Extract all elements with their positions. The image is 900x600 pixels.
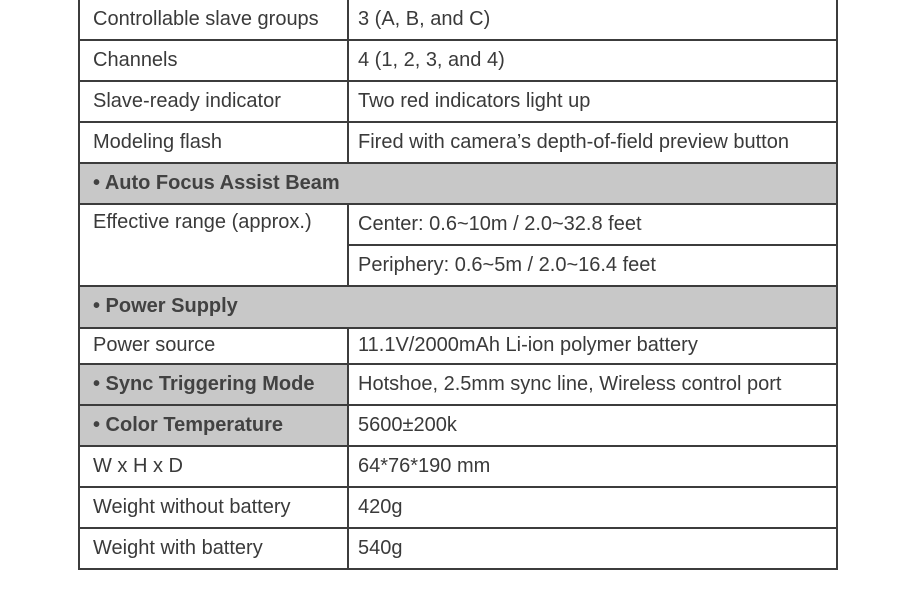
table-row [79,0,837,40]
spec-label: Effective range (approx.) [79,204,348,286]
section-row [79,163,837,204]
spec-value: Fired with camera’s depth-of-field preview button [348,122,837,163]
spec-value: 3 (A, B, and C) [348,0,837,40]
table-row [79,40,837,81]
spec-label: • Sync Triggering Mode [79,364,348,405]
table-row [79,81,837,122]
spec-value: Center: 0.6~10m / 2.0~32.8 feet [348,204,837,245]
table-row [79,122,837,163]
table-row [79,364,837,405]
section-heading: • Auto Focus Assist Beam [79,163,837,204]
table-row [79,446,837,487]
spec-value: Hotshoe, 2.5mm sync line, Wireless control port [348,364,837,405]
spec-label: Power source [79,328,348,364]
spec-label: Slave-ready indicator [79,81,348,122]
spec-value: Two red indicators light up [348,81,837,122]
section-heading: • Power Supply [79,286,837,327]
section-row [79,286,837,327]
spec-value: 11.1V/2000mAh Li-ion polymer battery [348,328,837,364]
spec-value: 420g [348,487,837,528]
spec-label: Channels [79,40,348,81]
table-row [79,328,837,364]
spec-label: Modeling flash [79,122,348,163]
spec-value: 4 (1, 2, 3, and 4) [348,40,837,81]
spec-value: 540g [348,528,837,569]
spec-table [78,0,838,570]
spec-label: Weight without battery [79,487,348,528]
spec-value: 64*76*190 mm [348,446,837,487]
spec-value: 5600±200k [348,405,837,446]
table-row [79,204,837,245]
spec-label: • Color Temperature [79,405,348,446]
spec-label: Controllable slave groups [79,0,348,40]
table-row [79,405,837,446]
table-row [79,487,837,528]
table-row [79,528,837,569]
spec-value: Periphery: 0.6~5m / 2.0~16.4 feet [348,245,837,286]
spec-label: Weight with battery [79,528,348,569]
spec-label: W x H x D [79,446,348,487]
